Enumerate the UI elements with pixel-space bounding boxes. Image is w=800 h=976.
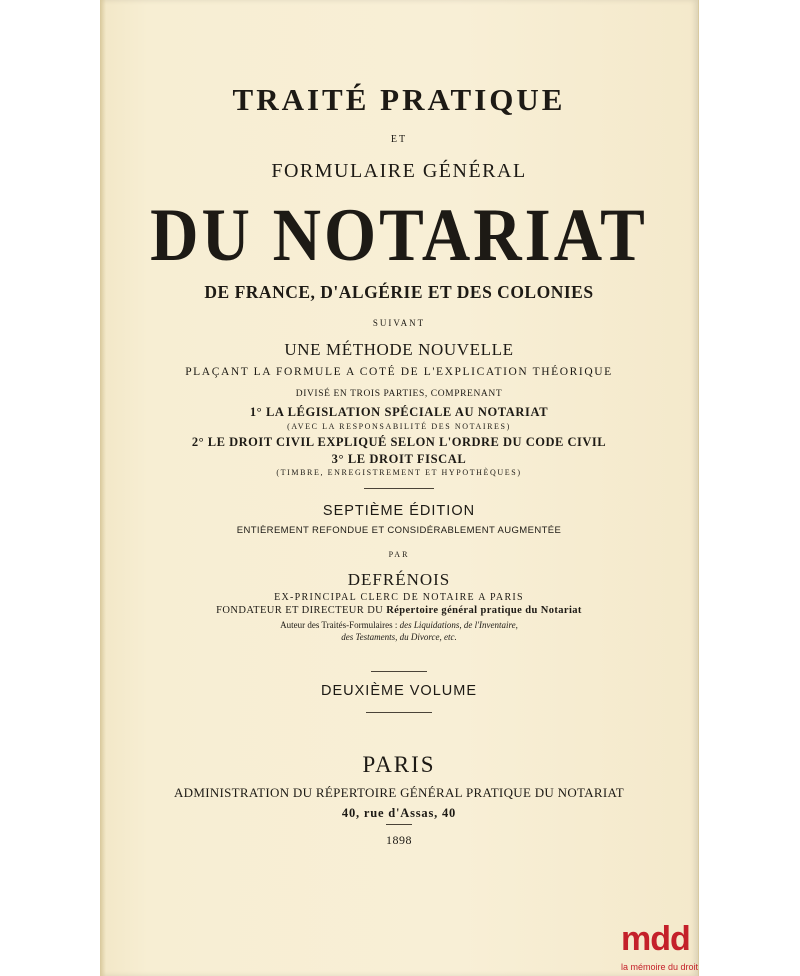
suivant-line: SUIVANT bbox=[372, 318, 426, 328]
edition-description: ENTIÈREMENT REFONDUE ET CONSIDÉRABLEMENT AUGMENTÉE bbox=[236, 525, 562, 536]
city-line: PARIS bbox=[362, 752, 436, 777]
address-line: 40, rue d'Assas, 40 bbox=[341, 806, 457, 820]
conjunction-line: ET bbox=[390, 134, 408, 145]
part-2: 2° LE DROIT CIVIL EXPLIQUÉ SELON L'ORDRE DU CODE CIVIL bbox=[191, 435, 607, 449]
author-role-1: EX-PRINCIPAL CLERC DE NOTAIRE A PARIS bbox=[274, 592, 524, 603]
divider-rule bbox=[364, 488, 434, 489]
year-line: 1898 bbox=[386, 833, 412, 847]
edition-line: SEPTIÈME ÉDITION bbox=[322, 503, 476, 519]
mdd-logo bbox=[621, 922, 701, 976]
author-works-list-1: des Liquidations, de l'Inventaire, bbox=[399, 620, 518, 630]
publisher-line: ADMINISTRATION DU RÉPERTOIRE GÉNÉRAL PRATIQUE DU NOTARIAT bbox=[173, 785, 625, 800]
region-line: DE FRANCE, D'ALGÉRIE ET DES COLONIES bbox=[204, 282, 594, 302]
author-role-2-prefix: FONDATEUR ET DIRECTEUR DU bbox=[216, 605, 384, 616]
part-1: 1° LA LÉGISLATION SPÉCIALE AU NOTARIAT bbox=[249, 405, 549, 419]
part-3: 3° LE DROIT FISCAL bbox=[331, 452, 467, 466]
author-works-prefix: Auteur des Traités-Formulaires : bbox=[280, 620, 398, 630]
mdd-logo-mark: mdd bbox=[621, 920, 690, 958]
volume-line: DEUXIÈME VOLUME bbox=[321, 683, 477, 699]
author-role-2-work: Répertoire général pratique du Notariat bbox=[386, 605, 582, 616]
page-binding-shadow bbox=[100, 0, 106, 976]
divider-rule bbox=[366, 712, 432, 713]
title-line: TRAITÉ PRATIQUE bbox=[232, 82, 566, 117]
part-1-note: (AVEC LA RESPONSABILITÉ DES NOTAIRES) bbox=[287, 422, 511, 431]
divided-line: DIVISÉ EN TROIS PARTIES, COMPRENANT bbox=[295, 389, 503, 399]
subtitle-line: FORMULAIRE GÉNÉRAL bbox=[271, 160, 527, 182]
author-role-2 bbox=[100, 605, 698, 616]
divider-rule bbox=[386, 824, 412, 825]
part-3-note: (TIMBRE, ENREGISTREMENT ET HYPOTHÈQUES) bbox=[276, 468, 522, 477]
mdd-logo-tagline: la mémoire du droit bbox=[621, 962, 699, 972]
author-name: DEFRÉNOIS bbox=[347, 570, 451, 589]
divider-rule bbox=[371, 671, 427, 672]
main-title: DU NOTARIAT bbox=[150, 194, 648, 277]
par-line: PAR bbox=[388, 550, 410, 559]
author-works-2: des Testaments, du Divorce, etc. bbox=[341, 632, 457, 642]
method-description: PLAÇANT LA FORMULE A COTÉ DE L'EXPLICATION THÉORIQUE bbox=[185, 366, 613, 378]
method-line: UNE MÉTHODE NOUVELLE bbox=[284, 340, 514, 359]
author-works-1 bbox=[100, 620, 698, 630]
